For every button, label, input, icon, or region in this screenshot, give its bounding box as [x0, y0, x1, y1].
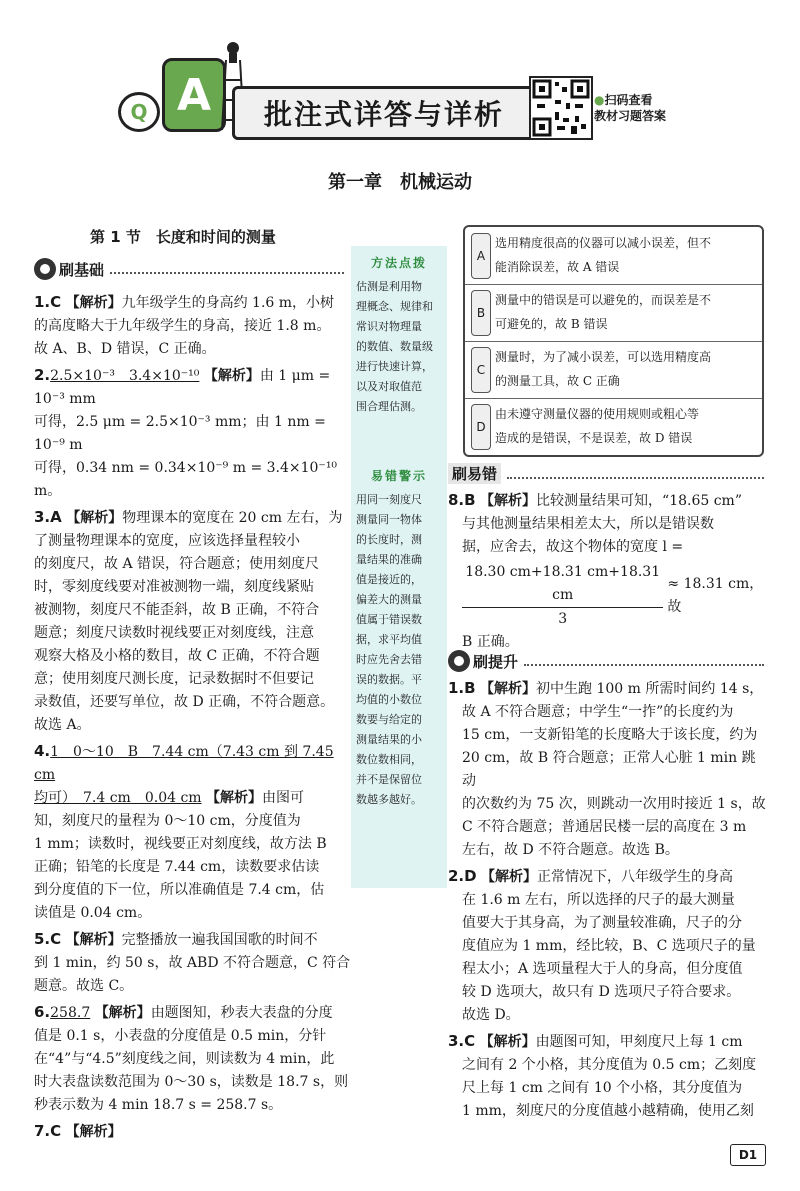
option-text — [495, 231, 758, 279]
option-line: 造成的是错误，不是误差，故 D 错误 — [495, 431, 693, 445]
brush-icon — [34, 258, 56, 280]
side-line: 均值的小数位 — [356, 693, 422, 706]
option-row-b — [465, 284, 762, 342]
side-line: 偏差大的测量 — [356, 593, 422, 606]
analysis-text: 度值应为 1 mm，经比较，B、C 选项尺子的量 — [462, 938, 756, 954]
answer-key: C — [50, 930, 62, 948]
option-text — [495, 402, 758, 450]
item-number: 3. — [34, 508, 51, 526]
analysis-text: 之间有 2 个小格，其分度值为 0.5 cm；乙刻度 — [462, 1057, 757, 1073]
side-line: 用同一刻度尺 — [356, 493, 422, 506]
analysis-text: B 正确。 — [462, 634, 519, 650]
a-letter: A — [176, 69, 212, 121]
analysis-text: 时大表盘读数范围为 0～30 s，读数是 18.7 s，则 — [34, 1074, 349, 1090]
answer-key: D — [464, 867, 477, 885]
item-number: 8. — [448, 491, 465, 509]
analysis-label: 【解析】 — [65, 1124, 122, 1140]
answer-key: 均可） 7.4 cm 0.04 cm — [34, 790, 202, 806]
item-number: 6. — [34, 1003, 51, 1021]
option-line: 测量中的错误是可以避免的，而误差是不 — [495, 293, 712, 307]
analysis-text: 到分度值的下一位，所以准确值是 7.4 cm，估 — [34, 882, 325, 898]
analysis-text: 较 D 选项大，故只有 D 选项尺子符合要求。 — [462, 984, 741, 1000]
side-line: 数位数相同， — [356, 753, 422, 766]
tag-basic-label: 刷基础 — [59, 260, 105, 279]
analysis-text: 读值是 0.04 cm。 — [34, 905, 152, 921]
analysis-text: 题意。故选 C。 — [34, 978, 134, 994]
analysis-text: 据，应舍去，故这个物体的宽度 l = — [462, 539, 684, 555]
analysis-text: 被测物，刻度尺不能歪斜，故 B 正确，不符合 — [34, 602, 320, 618]
option-line: 由未遵守测量仪器的使用规则或粗心等 — [495, 407, 700, 421]
analysis-text: 录数值，还要写单位，故 D 正确，不符合题意。 — [34, 694, 335, 710]
item-number: 2. — [448, 867, 465, 885]
side-line: 估测是利用物 — [356, 280, 422, 293]
fraction-numerator: 18.30 cm+18.31 cm+18.31 cm — [462, 561, 663, 608]
option-row-a — [465, 227, 762, 285]
left-column — [34, 292, 352, 1144]
dotted-divider — [110, 264, 344, 274]
option-line: 的测量工具，故 C 正确 — [495, 374, 620, 388]
brush-icon — [448, 650, 470, 672]
advanced-item-1 — [448, 678, 766, 701]
analysis-text: 的高度略大于九年级学生的身高，接近 1.8 m。 — [34, 318, 331, 334]
answer-key: C — [50, 1122, 62, 1140]
option-label: C — [471, 347, 491, 393]
analysis-text: 故 A 不符合题意；中学生“一拃”的长度约为 — [462, 704, 734, 720]
analysis-text: 值是 0.1 s，小表盘的分度值是 0.5 min，分针 — [34, 1028, 327, 1044]
answer-item-7 — [34, 1121, 352, 1144]
option-text — [495, 288, 758, 336]
analysis-label: 【解析】 — [94, 1005, 151, 1021]
item-number: 7. — [34, 1122, 51, 1140]
analysis-label: 【解析】 — [481, 869, 538, 885]
analysis-text: ≈ 18.31 cm，故 — [667, 576, 764, 615]
analysis-text: 值要大于其身高，为了测量较准确，尺子的分 — [462, 915, 742, 931]
analysis-text: 程太小；A 选项量程大于人的身高，但分度值 — [462, 961, 743, 977]
item-number: 1. — [448, 679, 465, 697]
option-line: 能消除误差，故 A 错误 — [495, 260, 620, 274]
side-line: 值属于错误数 — [356, 613, 422, 626]
analysis-text: 1 mm，刻度尺的分度值越小越精确，使用乙刻 — [462, 1103, 754, 1119]
analysis-text: 完整播放一遍我国国歌的时间不 — [121, 932, 318, 948]
page-title — [232, 86, 536, 140]
analysis-label: 【解析】 — [480, 493, 537, 509]
answer-key: C — [50, 293, 62, 311]
analysis-text: 由图可 — [262, 790, 305, 806]
answer-item-6 — [34, 1002, 352, 1025]
analysis-text: 在“4”与“4.5”刻度线之间，则读数为 4 min，此 — [34, 1051, 335, 1067]
advanced-item-2 — [448, 866, 766, 889]
side-line: 测量结果的小 — [356, 733, 422, 746]
a-bubble — [162, 58, 226, 132]
option-label: A — [471, 233, 491, 279]
right-column-bottom — [448, 678, 766, 1123]
side-line: 时应先舍去错 — [356, 653, 422, 666]
answer-key: 2.5×10⁻³ 3.4×10⁻¹⁰ — [50, 368, 200, 384]
advanced-item-3 — [448, 1031, 766, 1054]
chapter-title: 第一章 机械运动 — [328, 172, 472, 193]
page-header — [0, 0, 800, 150]
tag-basic — [34, 258, 344, 280]
option-line: 可避免的，故 B 错误 — [495, 317, 608, 331]
option-line: 选用精度很高的仪器可以减小误差，但不 — [495, 236, 712, 250]
error-warning-text — [351, 490, 447, 810]
method-tip-text — [351, 277, 447, 417]
analysis-text: 秒表示数为 4 min 18.7 s = 258.7 s。 — [34, 1097, 283, 1113]
item-number: 5. — [34, 930, 51, 948]
analysis-text: 时，零刻度线要对准被测物一端，刻度线紧贴 — [34, 579, 314, 595]
analysis-label: 【解析】 — [479, 1034, 536, 1050]
page-number: D1 — [730, 1144, 766, 1166]
dotted-divider — [524, 656, 764, 666]
side-line: 进行快速计算， — [356, 360, 433, 373]
analysis-text: 正常情况下，八年级学生的身高 — [537, 869, 734, 885]
analysis-text: 故 A、B、D 错误，C 正确。 — [34, 341, 216, 357]
item-number: 1. — [34, 293, 51, 311]
side-line: 并不是保留位 — [356, 773, 422, 786]
analysis-label: 【解析】 — [206, 790, 263, 806]
dotted-divider — [507, 469, 764, 479]
analysis-text: 尺上每 1 cm 之间有 10 个小格，其分度值为 — [462, 1080, 743, 1096]
option-text — [495, 345, 758, 393]
analysis-label: 【解析】 — [66, 510, 123, 526]
answer-key: B — [464, 679, 476, 697]
q-bubble — [118, 92, 160, 132]
option-row-c — [465, 341, 762, 399]
analysis-text: 由 1 μm = 10⁻³ mm — [34, 368, 331, 407]
side-line: 数越多越好。 — [356, 793, 422, 806]
analysis-text: 观察大格及小格的数目，故 C 正确，不符合题 — [34, 648, 320, 664]
item-number: 2. — [34, 366, 51, 384]
qr-note — [594, 92, 704, 124]
analysis-text: 九年级学生的身高约 1.6 m，小树 — [121, 295, 335, 311]
analysis-label: 【解析】 — [480, 681, 537, 697]
analysis-text: 意；使用刻度尺测长度，记录数据时不但要记 — [34, 671, 314, 687]
analysis-label: 【解析】 — [65, 932, 122, 948]
analysis-text: 由题图知，秒表大表盘的分度 — [150, 1005, 333, 1021]
analysis-text: 可得，2.5 μm = 2.5×10⁻³ mm；由 1 nm = 10⁻⁹ m — [34, 414, 326, 453]
analysis-text: C 不符合题意；普通居民楼一层的高度在 3 m — [462, 819, 747, 835]
analysis-text: 的次数约为 75 次，则跳动一次用时接近 1 s，故 — [462, 796, 766, 812]
qr-note-line2: 教材习题答案 — [594, 109, 667, 123]
analysis-text: 题意；刻度尺读数时视线要正对刻度线，注意 — [34, 625, 314, 641]
fraction — [462, 561, 663, 631]
side-notes — [351, 246, 447, 888]
analysis-text: 故选 A。 — [34, 717, 91, 733]
answer-key: 258.7 — [50, 1005, 91, 1021]
item-number: 4. — [34, 742, 51, 760]
analysis-text: 在 1.6 m 左右，所以选择的尺子的最大测量 — [462, 892, 735, 908]
option-label: B — [471, 290, 491, 336]
answer-key: B — [464, 491, 476, 509]
side-line: 理概念、规律和 — [356, 300, 433, 313]
analysis-text: 初中生跑 100 m 所需时间约 14 s， — [536, 681, 764, 697]
option-line: 测量时，为了减小误差，可以选用精度高 — [495, 350, 712, 364]
analysis-label: 【解析】 — [203, 368, 260, 384]
analysis-text: 与其他测量结果相差太大，所以是错误数 — [462, 516, 714, 532]
side-line: 值是接近的， — [356, 573, 422, 586]
analysis-text: 知，刻度尺的量程为 0～10 cm，分度值为 — [34, 813, 301, 829]
analysis-text: 的刻度尺，故 A 错误，符合题意；使用刻度尺 — [34, 556, 320, 572]
tag-error-label: 刷易错 — [448, 463, 501, 484]
analysis-text: 20 cm，故 B 符合题意；正常人心脏 1 min 跳动 — [462, 750, 756, 789]
side-line: 数要与给定的 — [356, 713, 422, 726]
answer-key: A — [50, 508, 62, 526]
side-line: 的数值、数量级 — [356, 340, 433, 353]
side-line: 测量同一物体 — [356, 513, 422, 526]
side-line: 据，求平均值 — [356, 633, 422, 646]
fraction-expression — [448, 561, 766, 631]
answer-item-4 — [34, 741, 352, 787]
analysis-text: 可得，0.34 nm = 0.34×10⁻⁹ m = 3.4×10⁻¹⁰ m。 — [34, 460, 338, 499]
side-line: 围合理估测。 — [356, 400, 422, 413]
answer-item-8 — [448, 490, 766, 513]
item-number: 3. — [448, 1032, 465, 1050]
error-warning-heading: 易错警示 — [370, 469, 427, 483]
qr-code-icon[interactable] — [529, 76, 593, 140]
analysis-text: 比较测量结果可知，“18.65 cm” — [536, 493, 742, 509]
analysis-text: 15 cm，一支新铅笔的长度略大于该长度，约为 — [462, 727, 758, 743]
option-label: D — [471, 404, 491, 450]
q-letter: Q — [130, 100, 148, 124]
analysis-text: 由题图可知，甲刻度尺上每 1 cm — [535, 1034, 743, 1050]
analysis-text: 左右，故 D 不符合题意。故选 B。 — [462, 842, 679, 858]
analysis-text: 到 1 min，约 50 s，故 ABD 不符合题意，C 符合 — [34, 955, 351, 971]
side-line: 量结果的准确 — [356, 553, 422, 566]
qr-note-line1: 扫码查看 — [604, 93, 653, 107]
options-table — [463, 225, 764, 457]
option-row-d — [465, 398, 762, 455]
answer-key: 1 0～10 B 7.44 cm（7.43 cm 到 7.45 cm — [34, 744, 334, 783]
answer-item-1 — [34, 292, 352, 315]
side-line: 以及对取值范 — [356, 380, 422, 393]
side-line: 的长度时，测 — [356, 533, 422, 546]
answer-item-3 — [34, 507, 352, 530]
tag-error — [448, 463, 764, 484]
page-title-text: 批注式详答与详析 — [263, 98, 504, 131]
analysis-text: 正确；铅笔的长度是 7.44 cm，读数要求估读 — [34, 859, 320, 875]
analysis-label: 【解析】 — [65, 295, 122, 311]
analysis-text: 物理课本的宽度在 20 cm 左右，为 — [122, 510, 343, 526]
tag-advanced — [448, 650, 764, 672]
answer-item-2 — [34, 365, 352, 411]
tag-advanced-label: 刷提升 — [473, 652, 519, 671]
analysis-text: 故选 D。 — [462, 1007, 520, 1023]
side-line: 误的数据。平 — [356, 673, 422, 686]
method-tip-heading: 方法点拨 — [370, 256, 427, 270]
answer-key: C — [464, 1032, 476, 1050]
answer-item-5 — [34, 929, 352, 952]
side-line: 常识对物理量 — [356, 320, 422, 333]
right-column-top — [448, 490, 766, 654]
analysis-text: 了测量物理课本的宽度，应该选择量程较小 — [34, 533, 300, 549]
section-title: 第 1 节 长度和时间的测量 — [90, 228, 276, 246]
fraction-denominator: 3 — [558, 611, 568, 627]
green-dot-icon: ● — [594, 93, 605, 107]
analysis-text: 1 mm；读数时，视线要正对刻度线，故方法 B — [34, 836, 327, 852]
